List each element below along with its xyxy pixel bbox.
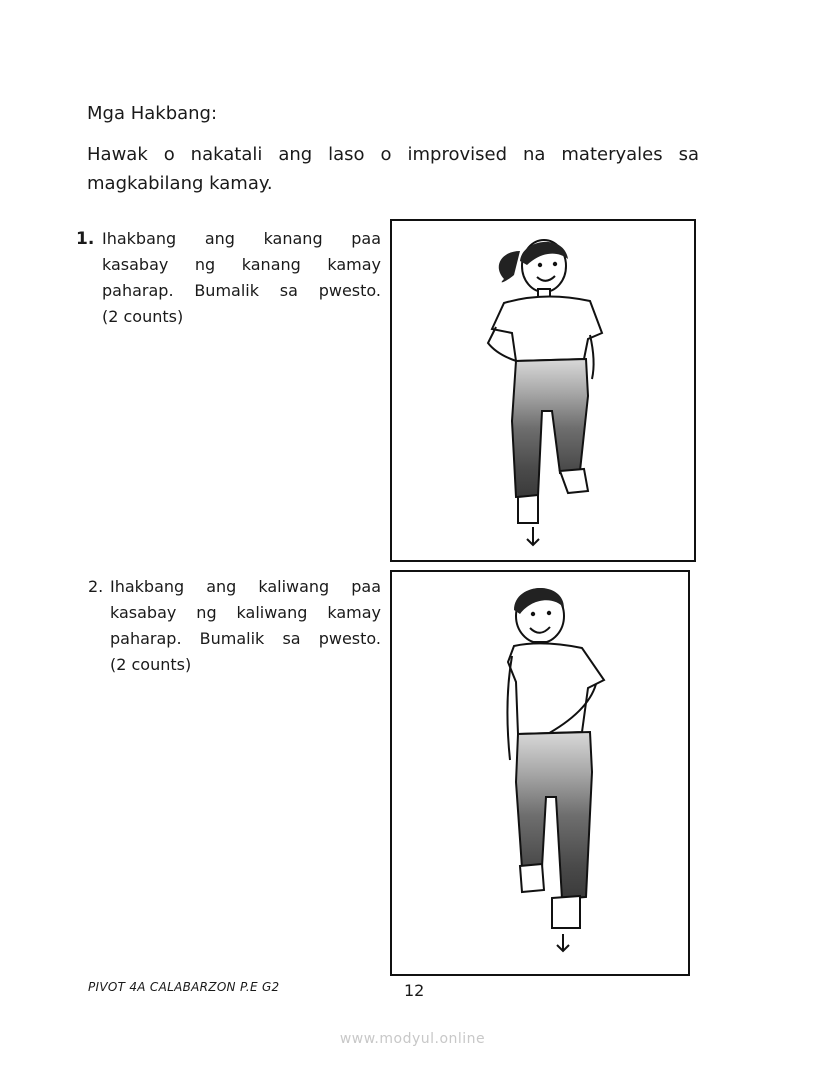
step-2-line: Ihakbang ang kaliwang paa <box>110 577 381 596</box>
step-2-text <box>110 574 381 678</box>
step-1-number: 1. <box>76 229 95 249</box>
step-1-line: (2 counts) <box>102 307 184 326</box>
step-2-line: (2 counts) <box>110 655 192 674</box>
page-number: 12 <box>404 981 425 1000</box>
step-1-line: paharap. Bumalik sa pwesto. <box>102 281 381 300</box>
section-heading: Mga Hakbang: <box>87 103 218 124</box>
step-2-number: 2. <box>88 577 104 596</box>
step-2-line: paharap. Bumalik sa pwesto. <box>110 629 381 648</box>
step-1-line: Ihakbang ang kanang paa <box>102 229 381 248</box>
intro-line: Hawak o nakatali ang laso o improvised na materyales sa <box>87 144 699 165</box>
girl-stepping-figure <box>392 221 693 559</box>
boy-stepping-figure <box>392 572 687 973</box>
step-2-illustration <box>390 570 690 976</box>
intro-paragraph <box>87 140 699 198</box>
step-1-line: kasabay ng kanang kamay <box>102 255 381 274</box>
watermark: www.modyul.online <box>339 1031 486 1047</box>
footer-series: PIVOT 4A CALABARZON P.E G2 <box>88 980 280 994</box>
step-1-text <box>102 226 381 330</box>
step-1-illustration <box>390 219 696 562</box>
step-2-line: kasabay ng kaliwang kamay <box>110 603 381 622</box>
intro-line: magkabilang kamay. <box>87 173 273 194</box>
